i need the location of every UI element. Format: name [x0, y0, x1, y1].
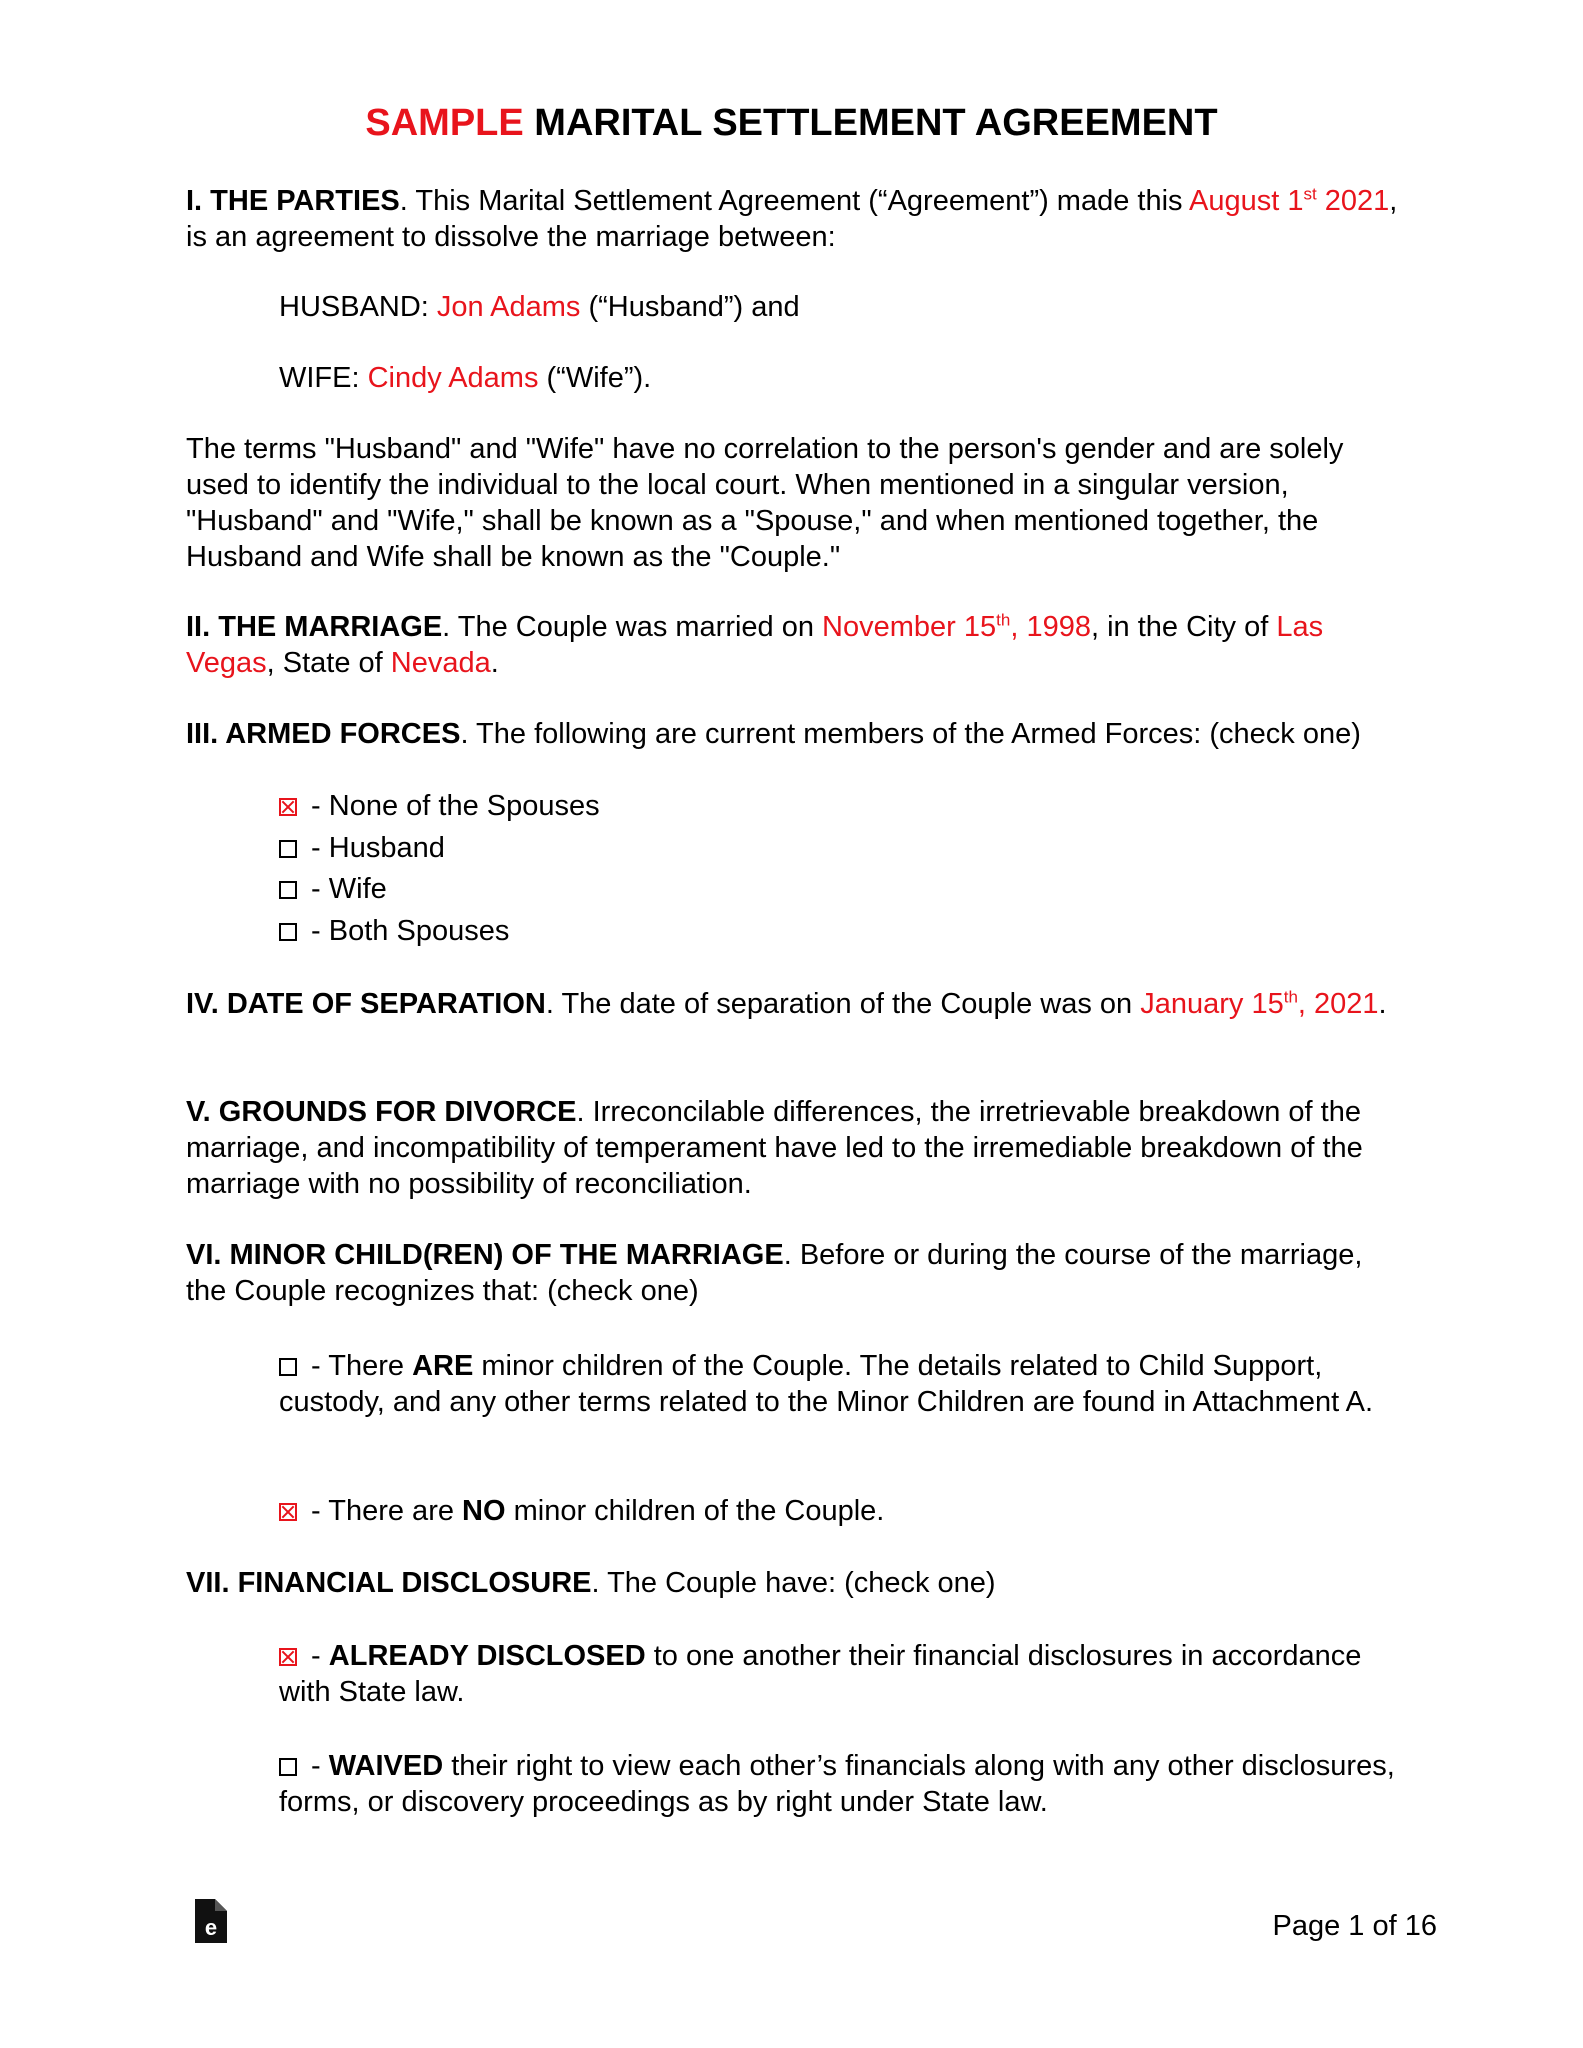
husband-suffix: (“Husband”) and	[580, 291, 800, 323]
checkbox-empty-icon[interactable]	[279, 1758, 297, 1776]
title-text: MARITAL SETTLEMENT AGREEMENT	[523, 102, 1218, 144]
section-marriage	[186, 609, 1406, 681]
option-label: - Wife	[303, 873, 387, 905]
date-suffix: st	[1303, 184, 1317, 204]
option-emphasis: NO	[462, 1495, 506, 1527]
armed-option-both	[279, 913, 1409, 949]
date-part: August 1	[1189, 185, 1304, 217]
section-minor-children	[186, 1237, 1406, 1309]
section-text: . The Couple have: (check one)	[591, 1567, 996, 1599]
section-heading: II. THE MARRIAGE	[186, 611, 443, 643]
section-heading: III. ARMED FORCES	[186, 718, 461, 750]
section-text: , in the City of	[1090, 611, 1277, 643]
option-text: - There	[303, 1350, 413, 1382]
checkbox-checked-icon[interactable]	[279, 1648, 297, 1666]
section-heading: I. THE PARTIES	[186, 185, 400, 217]
date-suffix: th	[1283, 987, 1298, 1007]
section-text: . Irreconcilable differences, the irretrievable breakdown of the marriage, and incompatibility of temperament have led to the irremediable breakdown of the marriage with no possibility of reconciliation.	[186, 1096, 1363, 1200]
section-financial-disclosure	[186, 1565, 1406, 1601]
marriage-state: Nevada	[390, 647, 491, 679]
sample-watermark-word: SAMPLE	[365, 102, 524, 144]
section-separation	[186, 986, 1406, 1022]
option-emphasis: ALREADY DISCLOSED	[328, 1640, 646, 1672]
wife-line	[279, 360, 1409, 396]
marriage-date	[822, 611, 1091, 643]
date-year: 2021	[1316, 185, 1390, 217]
marriage-city: Las Vegas	[186, 611, 1324, 679]
option-text: their right to view each other’s financials along with any other disclosures, forms, or discovery proceedings as by right under State law.	[279, 1750, 1395, 1818]
option-text: minor children of the Couple.	[505, 1495, 885, 1527]
section-heading: V. GROUNDS FOR DIVORCE	[186, 1096, 577, 1128]
date-suffix: th	[996, 610, 1011, 630]
checkbox-empty-icon[interactable]	[279, 881, 297, 899]
husband-name: Jon Adams	[436, 291, 581, 323]
section-text: , State of	[266, 647, 391, 679]
option-emphasis: ARE	[412, 1350, 474, 1382]
option-text: - There are	[303, 1495, 463, 1527]
husband-label: HUSBAND:	[279, 291, 437, 323]
section-parties	[186, 183, 1406, 255]
section-grounds	[186, 1094, 1406, 1202]
date-year: , 2021	[1297, 988, 1379, 1020]
disclosure-option-disclosed	[279, 1638, 1409, 1710]
option-label: - None of the Spouses	[303, 790, 600, 822]
option-text: minor children of the Couple. The details related to Child Support, custody, and any other terms related to the Minor Children are found in Attachment A.	[279, 1350, 1374, 1418]
option-text: -	[303, 1640, 329, 1672]
section-armed-forces	[186, 716, 1406, 752]
husband-line	[279, 289, 1409, 325]
page-title	[0, 100, 1583, 146]
checkbox-checked-icon[interactable]	[279, 798, 297, 816]
date-year: , 1998	[1010, 611, 1091, 643]
checkbox-empty-icon[interactable]	[279, 1358, 297, 1376]
terms-paragraph: The terms "Husband" and "Wife" have no correlation to the person's gender and are solely used to identify the individual to the local court. When mentioned in a singular version, "Husband" and "Wife," shall be known as a "Spouse," and when mentioned together, the Husband and Wife shall be known as the "Couple."	[186, 433, 1344, 573]
option-text: to one another their financial disclosures in accordance with State law.	[279, 1640, 1362, 1708]
section-heading: VI. MINOR CHILD(REN) OF THE MARRIAGE	[186, 1239, 784, 1271]
section-heading: VII. FINANCIAL DISCLOSURE	[186, 1567, 592, 1599]
esign-document-logo-icon	[193, 1897, 229, 1945]
option-emphasis: WAIVED	[328, 1750, 444, 1782]
armed-option-wife	[279, 871, 1409, 907]
section-text: .	[1378, 988, 1387, 1020]
section-text: . The Couple was married on	[442, 611, 823, 643]
checkbox-empty-icon[interactable]	[279, 923, 297, 941]
section-text: , is an agreement to dissolve the marriage between:	[186, 185, 1398, 253]
section-text: . The date of separation of the Couple was on	[545, 988, 1141, 1020]
armed-option-husband	[279, 830, 1409, 866]
children-option-are	[279, 1348, 1409, 1420]
checkbox-empty-icon[interactable]	[279, 840, 297, 858]
section-text: . This Marital Settlement Agreement (“Agreement”) made this	[399, 185, 1189, 217]
section-text: .	[490, 647, 499, 679]
wife-name: Cindy Adams	[367, 362, 539, 394]
page-number: Page 1 of 16	[1272, 1910, 1437, 1942]
agreement-date	[1189, 185, 1389, 217]
section-heading: IV. DATE OF SEPARATION	[186, 988, 546, 1020]
separation-date	[1140, 988, 1378, 1020]
children-option-no	[279, 1493, 1409, 1529]
wife-suffix: (“Wife”).	[538, 362, 652, 394]
wife-label: WIFE:	[279, 362, 368, 394]
checkbox-checked-icon[interactable]	[279, 1503, 297, 1521]
date-part: November 15	[822, 611, 997, 643]
section-text: . The following are current members of the Armed Forces: (check one)	[460, 718, 1361, 750]
section-text: . Before or during the course of the marriage, the Couple recognizes that: (check one)	[186, 1239, 1363, 1307]
disclosure-option-waived	[279, 1748, 1409, 1820]
option-label: - Both Spouses	[303, 915, 510, 947]
armed-option-none	[279, 788, 1409, 824]
date-part: January 15	[1140, 988, 1284, 1020]
option-label: - Husband	[303, 832, 445, 864]
svg-text:e: e	[204, 1915, 218, 1940]
option-text: -	[303, 1750, 329, 1782]
